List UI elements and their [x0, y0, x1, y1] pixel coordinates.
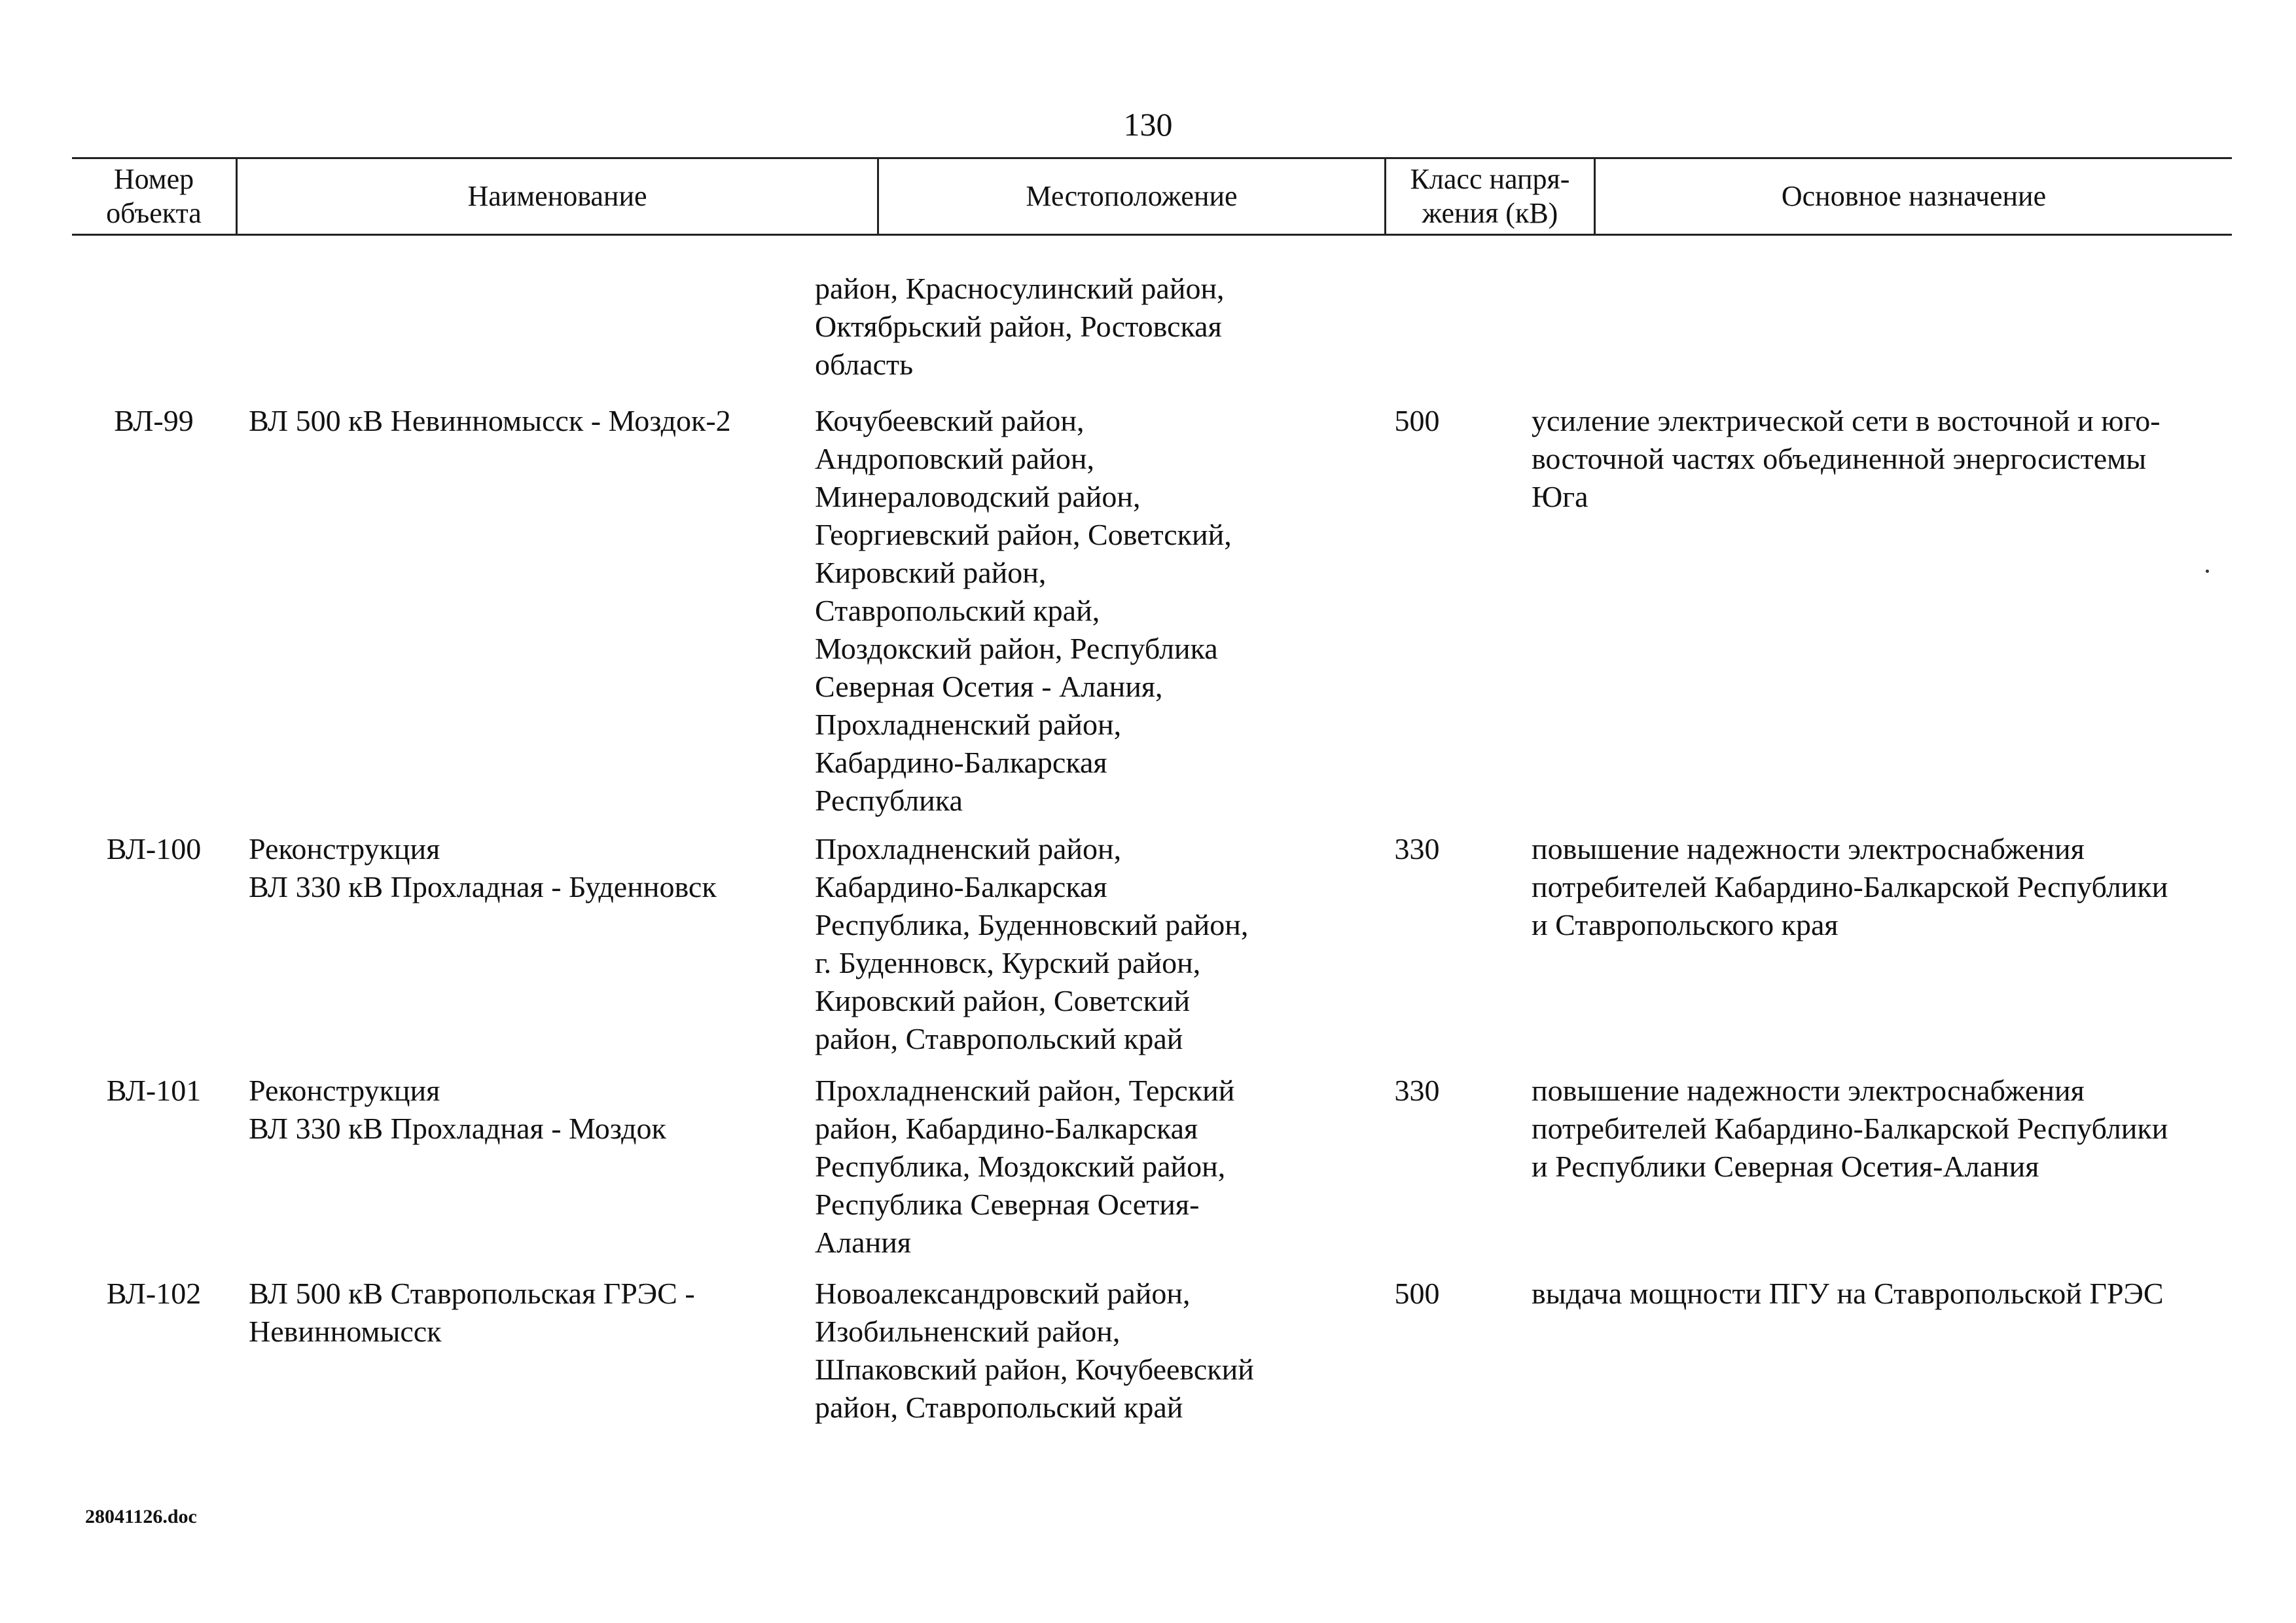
page-number: 130	[1123, 106, 1173, 143]
row-name: ВЛ 500 кВ Невинномысск - Моздок-2	[249, 404, 731, 437]
header-number: Номер объекта	[106, 163, 202, 229]
row-location: Кочубеевский район, Андроповский район, Минераловодский район, Георгиевский район, Советский, Кировский район, Ставропольский край, Моздокский район, Республика Северная Осетия - Алания, Прохладненский район, Кабардино-Балкарская Республика	[815, 404, 1232, 817]
continuation-location: район, Красносулинский район, Октябрьский район, Ростовская область	[815, 272, 1225, 381]
header-purpose: Основное назначение	[1594, 159, 2232, 234]
row-purpose: повышение надежности электроснабжения потребителей Кабардино-Балкарской Республики и Республики Северная Осетия-Алания	[1532, 1074, 2168, 1183]
row-voltage: 330	[1394, 1074, 1440, 1107]
row-location: Прохладненский район, Терский район, Кабардино-Балкарская Республика, Моздокский район, Республика Северная Осетия- Алания	[815, 1074, 1235, 1259]
row-number: ВЛ-100	[106, 832, 202, 866]
row-voltage: 500	[1394, 404, 1440, 437]
header-voltage: Класс напря- жения (кВ)	[1384, 159, 1594, 234]
row-name: Реконструкция ВЛ 330 кВ Прохладная - Моздок	[249, 1074, 666, 1145]
row-purpose: повышение надежности электроснабжения потребителей Кабардино-Балкарской Республики и Ставропольского края	[1532, 832, 2168, 941]
row-purpose: выдача мощности ПГУ на Ставропольской ГРЭС	[1532, 1277, 2164, 1310]
row-name: ВЛ 500 кВ Ставропольская ГРЭС - Невинномысск	[249, 1277, 695, 1348]
row-number: ВЛ-99	[114, 404, 194, 437]
header-name: Наименование	[236, 159, 877, 234]
document-filename: 28041126.doc	[85, 1506, 197, 1527]
header-location: Местоположение	[877, 159, 1384, 234]
row-purpose: усиление электрической сети в восточной и юго- восточной частях объединенной энергосистемы Юга	[1532, 404, 2161, 513]
row-voltage: 500	[1394, 1277, 1440, 1310]
stray-mark	[2206, 570, 2209, 573]
table-header	[72, 157, 2232, 236]
row-voltage: 330	[1394, 832, 1440, 866]
row-number: ВЛ-102	[106, 1277, 202, 1310]
row-location: Прохладненский район, Кабардино-Балкарская Республика, Буденновский район, г. Буденновск, Курский район, Кировский район, Советский район, Ставропольский край	[815, 832, 1249, 1055]
row-name: Реконструкция ВЛ 330 кВ Прохладная - Буденновск	[249, 832, 717, 903]
row-number: ВЛ-101	[106, 1074, 202, 1107]
row-location: Новоалександровский район, Изобильненский район, Шпаковский район, Кочубеевский район, Ставропольский край	[815, 1277, 1254, 1424]
